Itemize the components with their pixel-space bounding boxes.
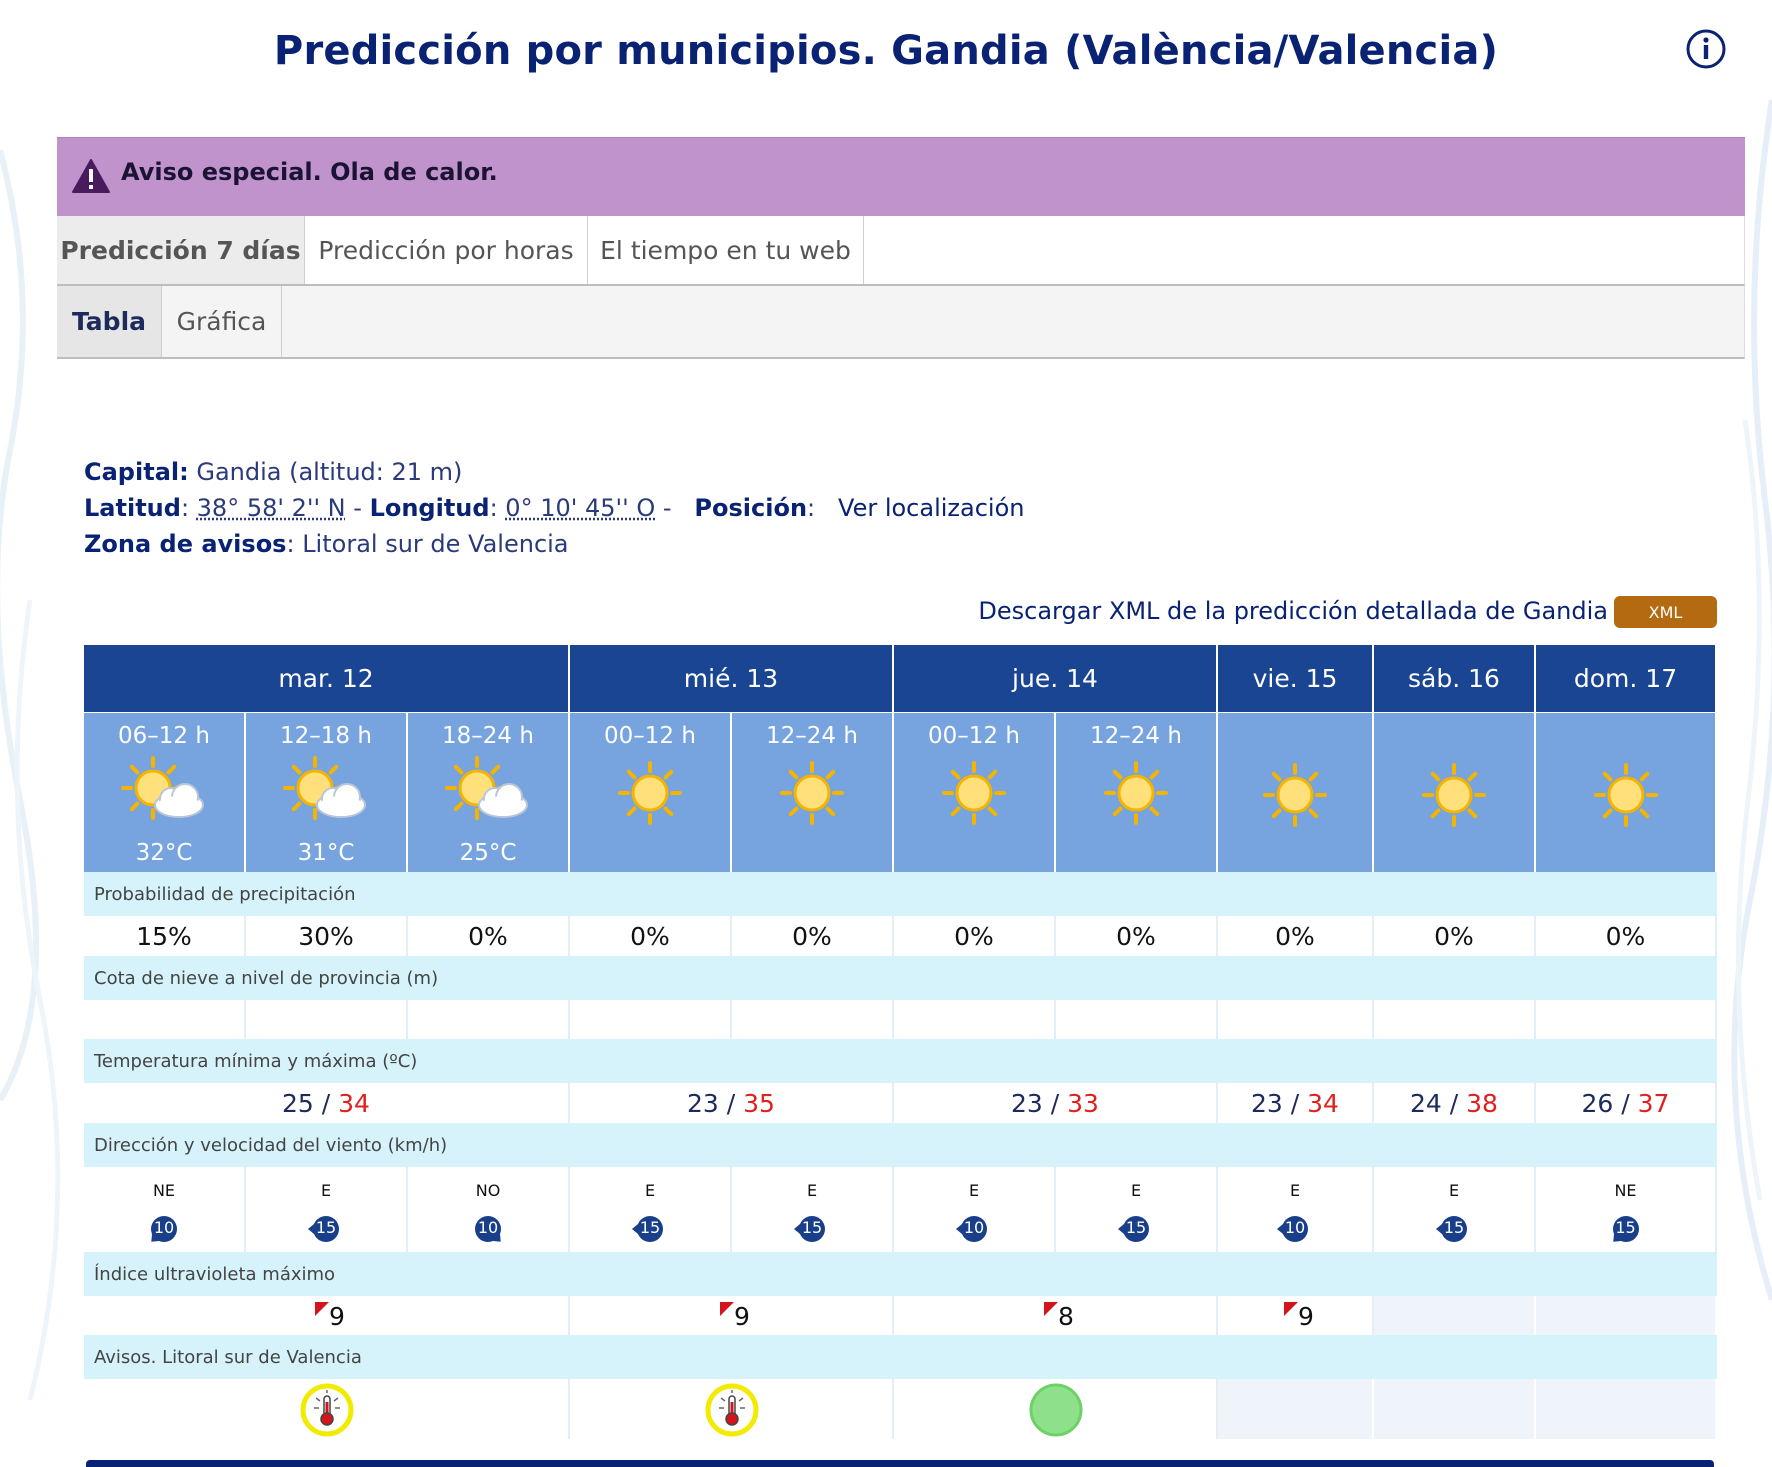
snow-level-cell — [1374, 1000, 1536, 1039]
position-label: Posición — [694, 494, 808, 522]
warning-cell-empty — [1218, 1379, 1374, 1439]
uv-value: 9 — [734, 1302, 750, 1331]
section-label: Índice ultravioleta máximo — [94, 1263, 336, 1285]
section-header-temp — [84, 1039, 1717, 1083]
uv-index-cell — [84, 1296, 570, 1335]
wind-cell — [84, 1167, 246, 1252]
wind-cell — [246, 1167, 408, 1252]
temperature-range — [1536, 1083, 1717, 1123]
sun-icon — [1411, 757, 1497, 833]
min-temperature: 23 — [687, 1088, 719, 1118]
precipitation-value — [246, 916, 408, 956]
sun-icon — [769, 755, 855, 831]
temperature-separator: / — [1441, 1088, 1467, 1118]
day-label: vie. 15 — [1252, 664, 1338, 693]
wind-direction: E — [1448, 1181, 1460, 1200]
wind-direction: NE — [1614, 1181, 1637, 1200]
info-icon[interactable] — [1685, 28, 1727, 70]
latitude-label: Latitud — [84, 494, 181, 522]
page-title: Predicción por municipios. Gandia (València/Valencia) — [273, 28, 1499, 74]
max-temperature: 34 — [338, 1088, 370, 1118]
precipitation-text: 0% — [954, 921, 994, 951]
wind-direction: NE — [152, 1181, 176, 1200]
wind-speed: 10 — [153, 1218, 175, 1237]
snow-level-cell — [1056, 1000, 1218, 1039]
snow-level-cell — [894, 1000, 1056, 1039]
wind-speed: 15 — [1125, 1218, 1147, 1237]
wind-speed: 10 — [963, 1218, 985, 1237]
section-label: Temperatura mínima y máxima (ºC) — [94, 1050, 418, 1072]
forecast-period — [246, 712, 408, 872]
download-xml-link[interactable]: Descargar XML de la predicción detallada de Gandia — [978, 597, 1608, 625]
min-temperature: 23 — [1011, 1088, 1043, 1118]
tab-grafica[interactable]: Gráfica — [162, 286, 282, 357]
day-header — [1374, 645, 1536, 712]
longitude-value: 0° 10' 45'' O — [505, 494, 656, 522]
forecast-period — [1536, 712, 1717, 872]
period-temperature: 32°C — [135, 840, 193, 866]
day-label: jue. 14 — [1012, 664, 1098, 693]
forecast-period — [84, 712, 246, 872]
day-label: mar. 12 — [278, 664, 374, 693]
precipitation-text: 0% — [1605, 921, 1646, 951]
period-time: 12–24 h — [1090, 723, 1182, 749]
forecast-period — [894, 712, 1056, 872]
temperature-separator: / — [313, 1088, 339, 1118]
section-header-uv — [84, 1252, 1717, 1296]
sun-icon — [607, 755, 693, 831]
temperature-separator: / — [1042, 1088, 1068, 1118]
day-header — [894, 645, 1218, 712]
sun-icon — [931, 755, 1017, 831]
coordinates-line: Latitud: 38° 58' 2'' N - Longitud: 0° 10' 45'' O - Posición: Ver localización — [84, 494, 1025, 522]
snow-level-cell — [732, 1000, 894, 1039]
uv-index — [1298, 1302, 1314, 1331]
warning-cell-empty — [1374, 1379, 1536, 1439]
wind-cell — [408, 1167, 570, 1252]
latitude-value: 38° 58' 2'' N — [196, 494, 346, 522]
wind-direction: E — [644, 1181, 656, 1200]
tab-prediccion-por-horas[interactable]: Predicción por horas — [305, 216, 588, 284]
uv-value: 9 — [1298, 1302, 1314, 1331]
wind-cell — [894, 1167, 1056, 1252]
wind-direction: E — [806, 1181, 818, 1200]
wind-speed: 15 — [801, 1218, 823, 1237]
section-label: Probabilidad de precipitación — [94, 883, 356, 905]
max-temperature: 33 — [1067, 1088, 1099, 1118]
primary-tabs — [57, 216, 1745, 286]
precipitation-value — [1374, 916, 1536, 956]
temperature-separator: / — [718, 1088, 744, 1118]
wind-cell — [1374, 1167, 1536, 1252]
temperature-separator: / — [1613, 1088, 1638, 1118]
uv-index — [329, 1302, 345, 1331]
period-time: 12–18 h — [280, 723, 372, 749]
sun-cloud-icon — [445, 755, 531, 831]
wind-speed: 15 — [1443, 1218, 1465, 1237]
period-time: 12–24 h — [766, 723, 858, 749]
temperature-range — [84, 1083, 570, 1123]
section-header-snow — [84, 956, 1717, 1000]
heat-warning-icon[interactable] — [299, 1382, 355, 1438]
capital-label: Capital: — [84, 458, 189, 486]
warning-zone-line: Zona de avisos: Litoral sur de Valencia — [84, 530, 569, 558]
forecast-table — [84, 645, 1717, 1445]
precipitation-text: 0% — [792, 921, 832, 951]
wind-speed: 10 — [1284, 1218, 1306, 1237]
uv-index-cell — [894, 1296, 1218, 1335]
uv-flag-icon — [720, 1302, 734, 1316]
min-temperature: 26 — [1581, 1088, 1614, 1118]
precipitation-value — [1218, 916, 1374, 956]
uv-index-cell — [570, 1296, 894, 1335]
heat-warning-icon[interactable] — [704, 1382, 760, 1438]
sun-icon — [1583, 757, 1669, 833]
sun-cloud-icon — [283, 755, 369, 831]
period-time: 18–24 h — [442, 723, 534, 749]
precipitation-value — [84, 916, 246, 956]
wind-direction: E — [968, 1181, 980, 1200]
uv-value: 9 — [329, 1302, 345, 1331]
precipitation-value — [894, 916, 1056, 956]
day-header — [84, 645, 570, 712]
precipitation-text: 0% — [630, 921, 670, 951]
precipitation-value — [1536, 916, 1717, 956]
precipitation-value — [408, 916, 570, 956]
ver-localizacion-link[interactable]: Ver localización — [838, 494, 1025, 522]
forecast-period — [1218, 712, 1374, 872]
section-header-warnings — [84, 1335, 1717, 1379]
period-temperature: 25°C — [459, 840, 517, 866]
temperature-range — [894, 1083, 1218, 1123]
day-header — [570, 645, 894, 712]
uv-index — [1058, 1302, 1074, 1331]
longitude-label: Longitud — [369, 494, 490, 522]
capital-line — [84, 458, 462, 486]
precipitation-text: 0% — [1275, 921, 1315, 951]
section-header-precip — [84, 872, 1717, 916]
wind-direction: E — [1289, 1181, 1301, 1200]
sun-cloud-icon — [121, 755, 207, 831]
wind-speed: 15 — [1615, 1218, 1636, 1237]
snow-level-cell — [246, 1000, 408, 1039]
period-temperature: 31°C — [297, 840, 355, 866]
forecast-period — [1056, 712, 1218, 872]
forecast-period — [408, 712, 570, 872]
wind-cell — [732, 1167, 894, 1252]
forecast-period — [570, 712, 732, 872]
period-time: 06–12 h — [118, 723, 210, 749]
wind-speed: 15 — [315, 1218, 337, 1237]
precipitation-value — [732, 916, 894, 956]
uv-index-cell — [1218, 1296, 1374, 1335]
temperature-range — [570, 1083, 894, 1123]
temperature-range — [1374, 1083, 1536, 1123]
day-label: dom. 17 — [1573, 664, 1678, 693]
precipitation-value — [1056, 916, 1218, 956]
precipitation-text: 30% — [298, 921, 354, 951]
warning-zone-value: Litoral sur de Valencia — [302, 530, 569, 558]
alert-banner — [57, 137, 1745, 216]
no-warning-icon[interactable] — [1028, 1382, 1084, 1438]
alert-text: Aviso especial. Ola de calor. — [121, 158, 498, 186]
wind-cell — [570, 1167, 732, 1252]
section-label: Cota de nieve a nivel de provincia (m) — [94, 967, 439, 989]
precipitation-text: 0% — [1434, 921, 1474, 951]
section-label: Dirección y velocidad del viento (km/h) — [94, 1134, 448, 1156]
wind-direction: NO — [475, 1181, 501, 1200]
wind-cell — [1056, 1167, 1218, 1252]
wind-direction: E — [320, 1181, 332, 1200]
precipitation-value — [570, 916, 732, 956]
bottom-bar — [86, 1460, 1714, 1467]
section-label: Avisos. Litoral sur de Valencia — [94, 1346, 362, 1368]
snow-level-cell — [1536, 1000, 1717, 1039]
snow-level-cell — [1218, 1000, 1374, 1039]
secondary-tabs — [57, 286, 1745, 359]
snow-level-cell — [570, 1000, 732, 1039]
xml-badge-button[interactable]: XML — [1614, 596, 1717, 628]
max-temperature: 35 — [743, 1088, 775, 1118]
uv-index-cell-empty — [1536, 1296, 1717, 1335]
sun-icon — [1252, 757, 1338, 833]
uv-flag-icon — [1044, 1302, 1058, 1316]
day-label: mié. 13 — [683, 664, 779, 693]
snow-level-cell — [408, 1000, 570, 1039]
capital-value: Gandia (altitud: 21 m) — [196, 458, 463, 486]
warning-cell — [894, 1379, 1218, 1439]
sun-icon — [1093, 755, 1179, 831]
uv-index-cell-empty — [1374, 1296, 1536, 1335]
wind-direction: E — [1130, 1181, 1142, 1200]
wind-cell — [1218, 1167, 1374, 1252]
snow-level-cell — [84, 1000, 246, 1039]
precipitation-text: 0% — [1116, 921, 1156, 951]
warning-cell — [84, 1379, 570, 1439]
forecast-period — [732, 712, 894, 872]
warning-cell — [570, 1379, 894, 1439]
section-header-wind — [84, 1123, 1717, 1167]
wind-cell — [1536, 1167, 1717, 1252]
min-temperature: 24 — [1410, 1088, 1442, 1118]
precipitation-text: 15% — [136, 921, 192, 951]
uv-flag-icon — [1284, 1302, 1298, 1316]
uv-flag-icon — [315, 1302, 329, 1316]
day-header — [1536, 645, 1717, 712]
warning-triangle-icon — [71, 158, 111, 194]
min-temperature: 23 — [1251, 1088, 1283, 1118]
temperature-separator: / — [1282, 1088, 1308, 1118]
min-temperature: 25 — [282, 1088, 314, 1118]
uv-index — [734, 1302, 750, 1331]
max-temperature: 38 — [1466, 1088, 1498, 1118]
uv-value: 8 — [1058, 1302, 1074, 1331]
tab-tabla[interactable]: Tabla — [57, 286, 162, 357]
day-header — [1218, 645, 1374, 712]
period-time: 00–12 h — [928, 723, 1020, 749]
warning-zone-label: Zona de avisos — [84, 530, 287, 558]
period-time: 00–12 h — [604, 723, 696, 749]
temperature-range — [1218, 1083, 1374, 1123]
warning-cell-empty — [1536, 1379, 1717, 1439]
day-label: sáb. 16 — [1408, 664, 1500, 693]
wind-speed: 10 — [477, 1218, 499, 1237]
max-temperature: 37 — [1637, 1088, 1670, 1118]
precipitation-text: 0% — [468, 921, 508, 951]
tab-prediccion-7-dias[interactable]: Predicción 7 días — [57, 216, 305, 284]
forecast-period — [1374, 712, 1536, 872]
wind-speed: 15 — [639, 1218, 661, 1237]
tab-el-tiempo-en-tu-web[interactable]: El tiempo en tu web — [588, 216, 864, 284]
max-temperature: 34 — [1307, 1088, 1339, 1118]
